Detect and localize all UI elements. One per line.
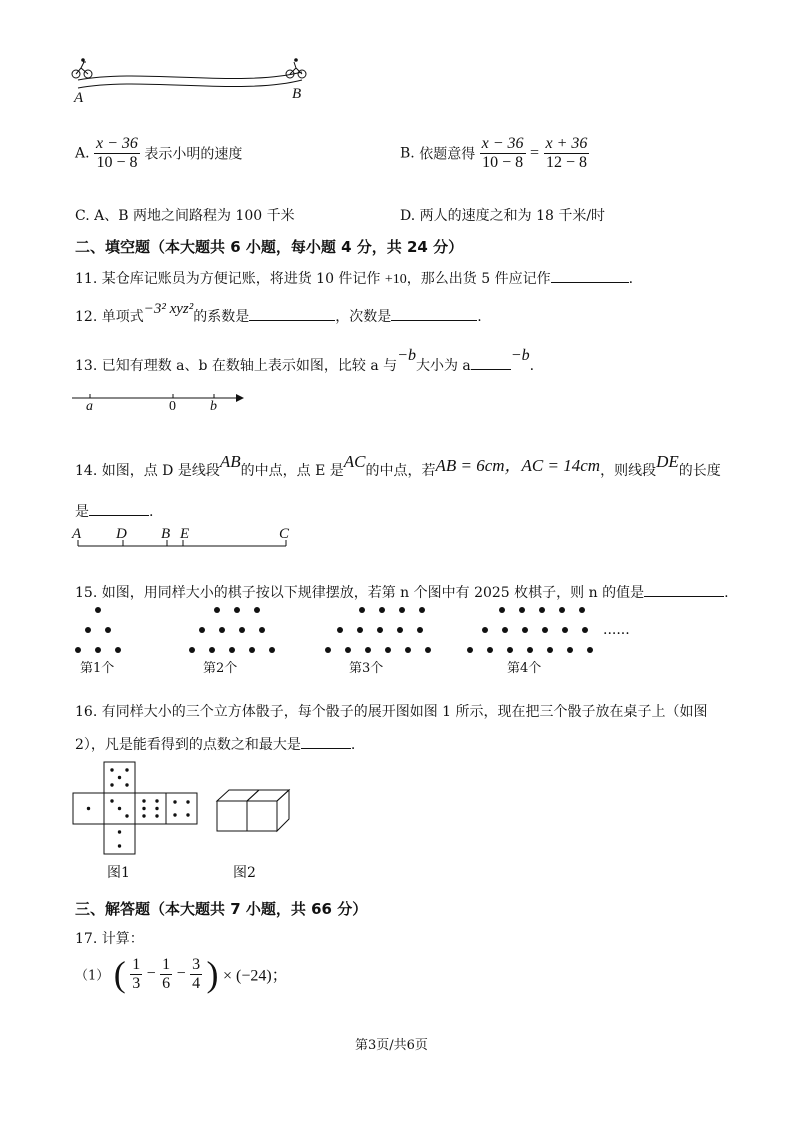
question-14: 14. 如图，点 D 是线段AB的中点，点 E 是AC的中点，若AB = 6cm，AC = 14cm，则线段DE的长度 [75,452,721,479]
section-title: 二、填空题（本大题共 6 小题，每小题 4 分，共 24 分） [75,238,464,256]
seg-label-c: C [279,526,290,542]
seg-label-b: B [161,526,171,542]
answer-blank [249,306,335,321]
axis-label-0: 0 [169,399,176,414]
pattern-figure [70,602,600,658]
fraction: $\frac{x - 36}{10 - 8}$ [96,135,138,171]
ellipsis: ...... [603,622,630,638]
fig-1-label: 图1 [107,865,130,881]
question-12: 12. 单项式−3² xyz²的系数是 ，次数是 . [75,301,482,325]
question-16-line1: 16. 有同样大小的三个立方体骰子，每个骰子的展开图如图 1 所示，现在把三个骰子放在桌子上（如图 [75,704,708,720]
dice-net-figure [73,760,198,855]
answer-blank [551,268,629,283]
answer-blank [391,306,477,321]
page-number: 第3页/共6页 [355,1038,428,1053]
fraction: $\frac{1}{6}$ [162,955,171,992]
fig-label-2: 第2个 [203,661,238,676]
option-a: A. $\frac{x - 36}{10 - 8}$ 表示小明的速度 [75,135,243,171]
answer-blank [471,355,511,370]
option-c: C. A、B 两地之间路程为 100 千米 [75,208,295,224]
point-a-label: A [74,90,84,106]
seg-label-a: A [72,526,82,542]
fraction: $\frac{x + 36}{12 - 8}$ [545,135,588,171]
seg-label-d: D [116,526,127,542]
fraction: $\frac{3}{4}$ [192,955,201,992]
question-17-part1: （1） ( $\frac{1}{3}$ − $\frac{1}{6}$ − $\frac{3}{4}$ ) × (−24)； [75,954,288,994]
seg-label-e: E [180,526,190,542]
road-figure [70,58,310,103]
question-16-line2: 2），凡是能看得到的点数之和最大是 . [75,734,355,754]
point-b-label: B [292,86,302,102]
fig-label-4: 第4个 [507,661,542,676]
dice-stack-figure [217,787,297,832]
answer-blank [301,734,351,749]
option-d: D. 两人的速度之和为 18 千米/时 [400,208,606,224]
option-b: B. 依题意得 $\frac{x - 36}{10 - 8}$ = $\frac{x + 36}{12 - 8}$ [400,135,588,171]
bicycle-icon-left [72,58,92,78]
section-title: 三、解答题（本大题共 7 小题，共 66 分） [75,900,368,918]
fig-label-1: 第1个 [80,661,115,676]
question-11: 11. 某仓库记账员为方便记账，将进货 10 件记作 +10，那么出货 5 件应记作 . [75,268,633,288]
question-17-title: 17. 计算： [75,931,144,947]
number-line [72,392,247,404]
fig-label-3: 第3个 [349,661,384,676]
question-14-line2: 是 . [75,501,153,521]
answer-blank [644,582,724,597]
fraction: $\frac{x - 36}{10 - 8}$ [481,135,524,171]
answer-blank [89,501,149,516]
question-15: 15. 如图，用同样大小的棋子按以下规律摆放，若第 n 个图中有 2025 枚棋子，则 n 的值是 . [75,582,729,602]
axis-label-b: b [210,399,217,414]
question-13: 13. 已知有理数 a、b 在数轴上表示如图，比较 a 与−b大小为 a−b. [75,347,535,374]
fraction: $\frac{1}{3}$ [132,955,141,992]
axis-label-a: a [86,399,93,414]
fig-2-label: 图2 [233,865,256,881]
